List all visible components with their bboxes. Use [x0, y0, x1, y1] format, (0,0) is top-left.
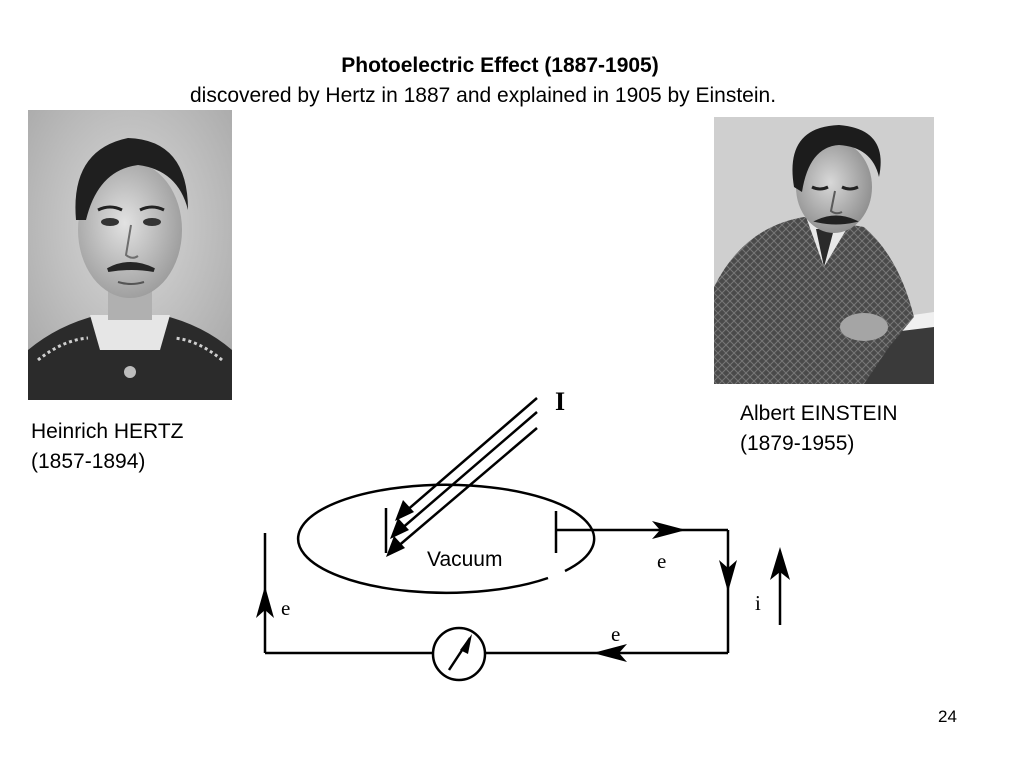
light-ray-3: [396, 428, 537, 548]
light-intensity-label: I: [555, 387, 566, 416]
light-ray-arrowhead: [386, 536, 405, 557]
light-ray-2: [400, 412, 537, 530]
electron-label-bottom: e: [611, 622, 621, 646]
vacuum-tube: [298, 485, 594, 593]
hertz-name: Heinrich HERTZ: [31, 420, 184, 443]
hertz-dates: (1857-1894): [31, 450, 146, 473]
current-label: i: [755, 591, 761, 615]
light-ray-arrowhead: [390, 518, 409, 539]
light-ray-1: [405, 398, 537, 512]
vacuum-label: Vacuum: [427, 548, 503, 571]
slide-subtitle: discovered by Hertz in 1887 and explained in 1905 by Einstein.: [190, 84, 777, 107]
slide-number: 24: [938, 707, 957, 726]
einstein-name: Albert EINSTEIN: [740, 402, 898, 425]
light-ray-arrowhead: [395, 500, 414, 521]
electron-label-left: e: [281, 596, 291, 620]
slide-title: Photoelectric Effect (1887-1905): [341, 54, 659, 77]
einstein-dates: (1879-1955): [740, 432, 855, 455]
electron-label-right: e: [657, 549, 667, 573]
